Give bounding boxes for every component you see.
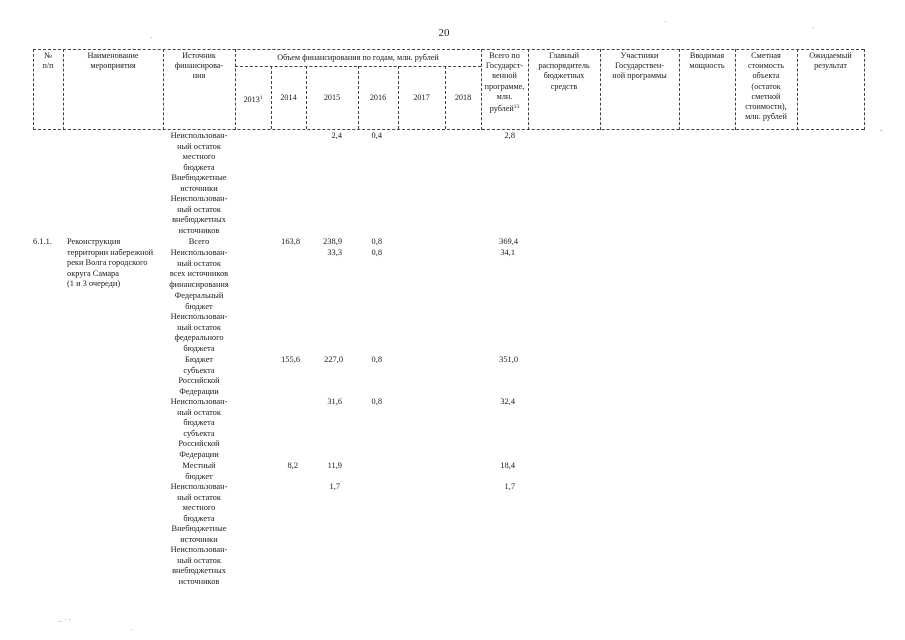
col-header-year-2013: 2013$^1$ xyxy=(243,95,263,104)
source-cell: Неиспользован- ный остаток местного бюджета xyxy=(170,131,228,172)
source-cell: Местный бюджет xyxy=(182,461,216,481)
source-cell: Неиспользован- ный остаток внебюджетных источников xyxy=(170,545,228,586)
value-total: 18,4 xyxy=(500,461,515,470)
value-2015: 1,7 xyxy=(329,482,340,491)
value-total: 32,4 xyxy=(500,397,515,406)
value-total: 351,0 xyxy=(499,355,518,364)
col-header-funding-group: Объем финансирования по годам, млн. рублей xyxy=(277,53,439,62)
col-header-year-2017: 2017 xyxy=(413,93,430,102)
source-cell: Всего xyxy=(188,237,210,246)
source-cell: Федеральный бюджет xyxy=(174,291,224,311)
scan-speck: · xyxy=(130,626,133,634)
col-header-name: Наименование мероприятия xyxy=(87,51,139,71)
source-cell: Неиспользован- ный остаток внебюджетных источников xyxy=(170,194,228,235)
col-header-num: № п/п xyxy=(42,51,54,71)
value-2014: 8,2 xyxy=(287,461,298,470)
source-cell: Неиспользован- ный остаток федерального бюджета xyxy=(170,312,228,353)
col-header-year-2014: 2014 xyxy=(280,93,297,102)
value-2016: 0,8 xyxy=(371,397,382,406)
page-number: 20 xyxy=(438,27,450,39)
col-header-year-2016: 2016 xyxy=(369,93,387,102)
col-header-year-2018: 2018 xyxy=(454,93,472,102)
scan-speck: ·· ˋ ˋ xyxy=(58,618,71,626)
value-2015: 31,6 xyxy=(327,397,342,406)
value-total: 369,4 xyxy=(499,237,518,246)
value-2015: 2,4 xyxy=(331,131,342,140)
scan-speck: · xyxy=(150,34,153,42)
value-2016: 0,4 xyxy=(371,131,382,140)
value-total: 34,1 xyxy=(500,248,515,257)
value-2016: 0,8 xyxy=(371,248,382,257)
source-cell: Внебюджетные источники xyxy=(171,524,227,544)
value-2016: 0,8 xyxy=(371,355,382,364)
source-cell: Бюджет субъекта Российской Федерации xyxy=(178,355,220,396)
item-name: Реконструкция территории набережной реки Волга городского округа Самара (1 и 3 очереди) xyxy=(67,237,154,289)
value-2015: 227,0 xyxy=(324,355,343,364)
col-header-total: Всего по Государст- венной программе, млн. рублей$^{13}$ xyxy=(484,51,525,114)
source-cell: Неиспользован- ный остаток местного бюджета xyxy=(170,482,228,523)
value-2014: 163,8 xyxy=(281,237,300,246)
source-cell: Неиспользован- ный остаток всех источников финансирования xyxy=(169,248,229,289)
col-header-source: Источник финансирова- ния xyxy=(174,51,224,81)
value-2014: 155,6 xyxy=(281,355,300,364)
col-header-expected-result: Ожидаемый результат xyxy=(809,51,852,71)
source-cell: Неиспользован- ный остаток бюджета субъекта Российской Федерации xyxy=(170,397,228,459)
value-2016: 0,8 xyxy=(371,237,382,246)
col-header-manager: Главный распорядитель бюджетных средств xyxy=(538,51,590,91)
value-2015: 33,3 xyxy=(327,248,342,257)
col-header-year-2015: 2015 xyxy=(323,93,341,102)
value-2015: 238,9 xyxy=(323,237,342,246)
col-header-participants: Участники Государствен- ной программы xyxy=(612,51,667,81)
scan-speck: - xyxy=(880,126,883,134)
value-total: 2,8 xyxy=(504,131,515,140)
scan-speck: · xyxy=(812,24,815,32)
scan-speck: · xyxy=(664,18,667,26)
value-2015: 11,9 xyxy=(327,461,342,470)
value-total: 1,7 xyxy=(504,482,515,491)
source-cell: Внебюджетные источники xyxy=(171,173,227,193)
col-header-estimated-cost: Сметная стоимость объекта (остаток сметной стоимости), млн. рублей xyxy=(745,51,787,122)
col-header-capacity: Вводимая мощность xyxy=(689,51,725,71)
item-number: 6.1.1. xyxy=(33,237,52,246)
